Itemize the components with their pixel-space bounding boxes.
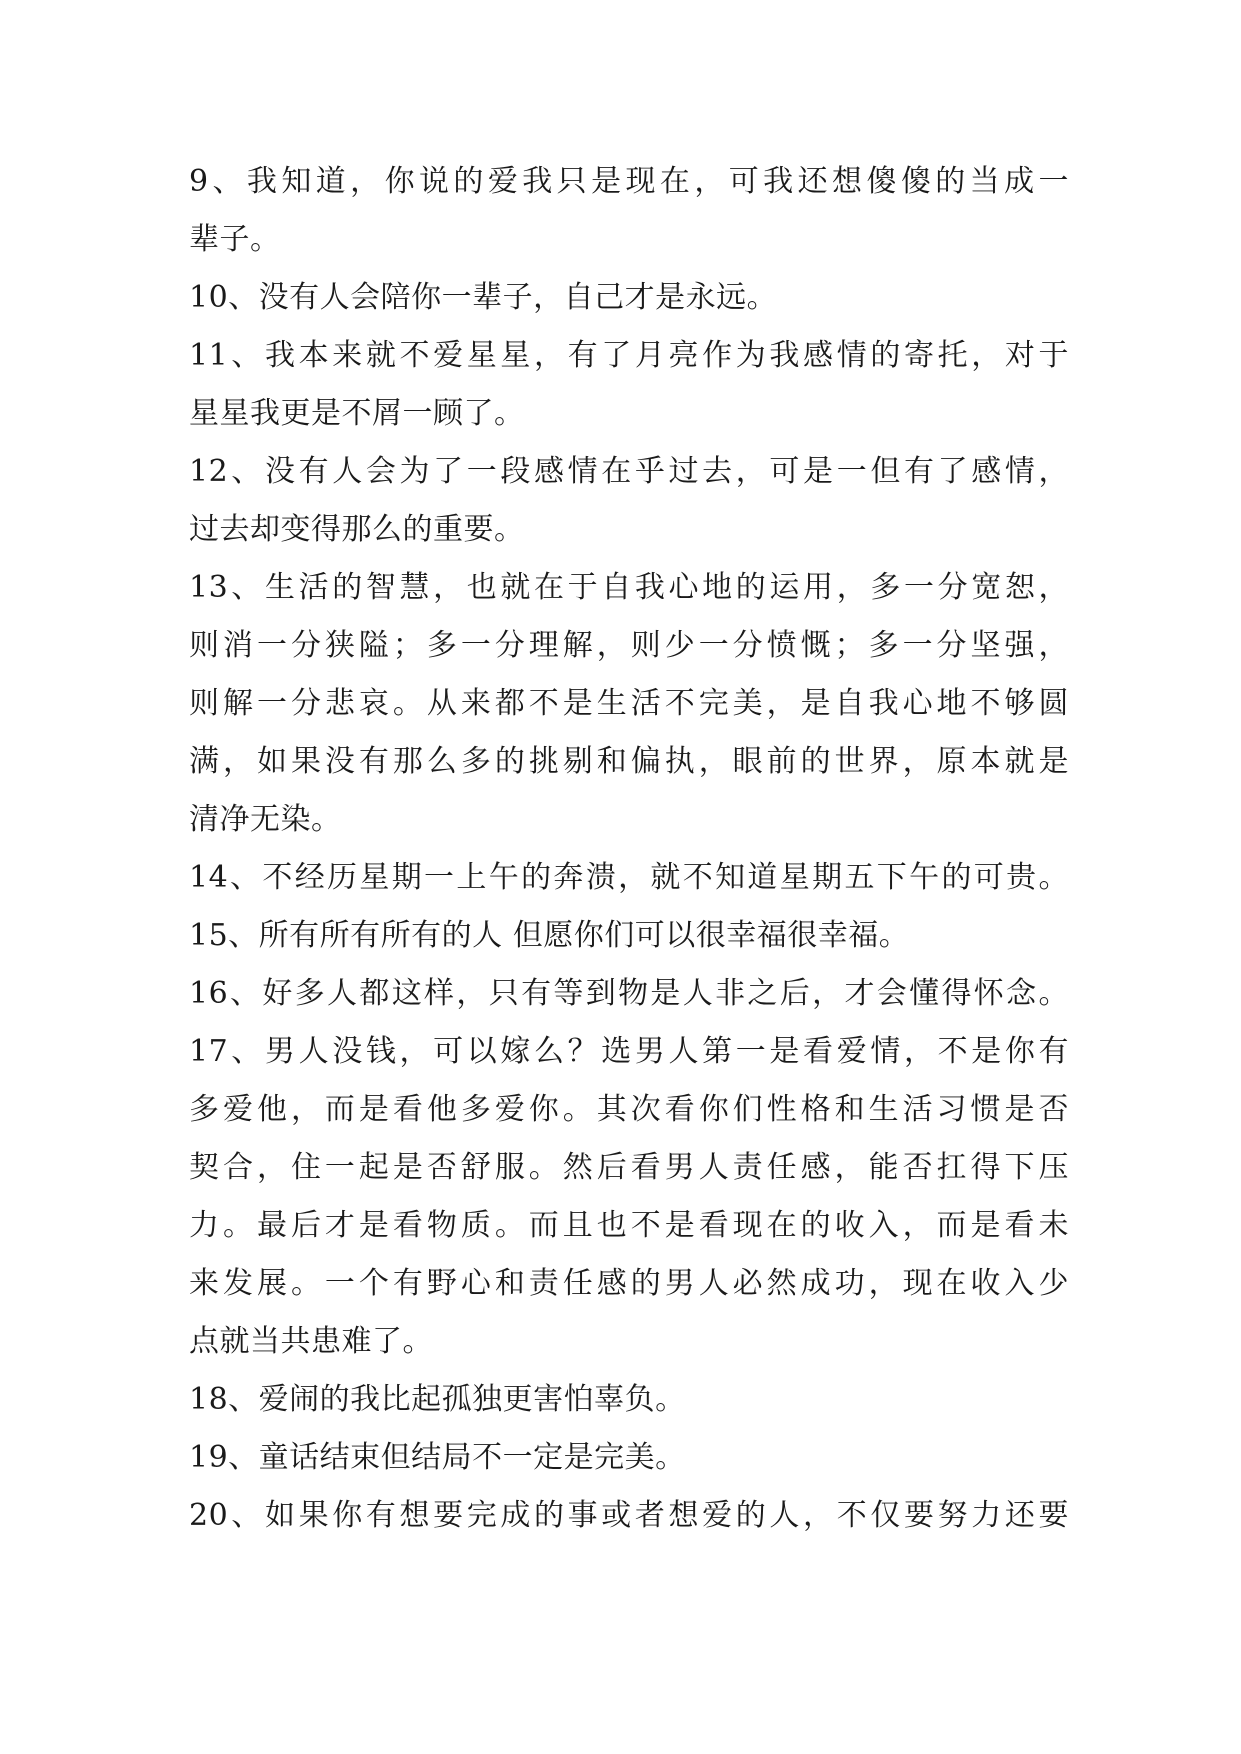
text-line: 多爱他，而是看他多爱你。其次看你们性格和生活习惯是否 [189, 1092, 1069, 1127]
text-line: 12、没有人会为了一段感情在乎过去，可是一但有了感情， [189, 454, 1069, 489]
text-line: 满，如果没有那么多的挑剔和偏执，眼前的世界，原本就是 [189, 744, 1069, 779]
text-line: 14、不经历星期一上午的奔溃，就不知道星期五下午的可贵。 [189, 860, 1069, 895]
text-line: 16、好多人都这样，只有等到物是人非之后，才会懂得怀念。 [189, 976, 1069, 1011]
text-line: 点就当共患难了。 [189, 1324, 433, 1359]
text-line: 则解一分悲哀。从来都不是生活不完美，是自我心地不够圆 [189, 686, 1069, 721]
text-line: 来发展。一个有野心和责任感的男人必然成功，现在收入少 [189, 1266, 1069, 1301]
text-line: 力。最后才是看物质。而且也不是看现在的收入，而是看未 [189, 1208, 1069, 1243]
text-line: 15、所有所有所有的人 但愿你们可以很幸福很幸福。 [189, 918, 910, 953]
text-line: 星星我更是不屑一顾了。 [189, 396, 525, 431]
text-line: 13、生活的智慧，也就在于自我心地的运用，多一分宽恕， [189, 570, 1069, 605]
text-line: 19、童话结束但结局不一定是完美。 [189, 1440, 686, 1475]
text-line: 辈子。 [189, 222, 281, 257]
text-line: 11、我本来就不爱星星，有了月亮作为我感情的寄托，对于 [189, 338, 1069, 373]
text-line: 过去却变得那么的重要。 [189, 512, 525, 547]
text-line: 10、没有人会陪你一辈子，自己才是永远。 [189, 280, 778, 315]
text-line: 契合，住一起是否舒服。然后看男人责任感，能否扛得下压 [189, 1150, 1069, 1185]
text-line: 清净无染。 [189, 802, 342, 837]
text-line: 9、我知道，你说的爱我只是现在，可我还想傻傻的当成一 [189, 164, 1069, 199]
text-line: 18、爱闹的我比起孤独更害怕辜负。 [189, 1382, 686, 1417]
document-body [189, 153, 1069, 1545]
text-line: 则消一分狭隘；多一分理解，则少一分愤慨；多一分坚强， [189, 628, 1069, 663]
text-line: 17、男人没钱，可以嫁么？选男人第一是看爱情，不是你有 [189, 1034, 1069, 1069]
text-line: 20、如果你有想要完成的事或者想爱的人，不仅要努力还要 [189, 1498, 1069, 1533]
